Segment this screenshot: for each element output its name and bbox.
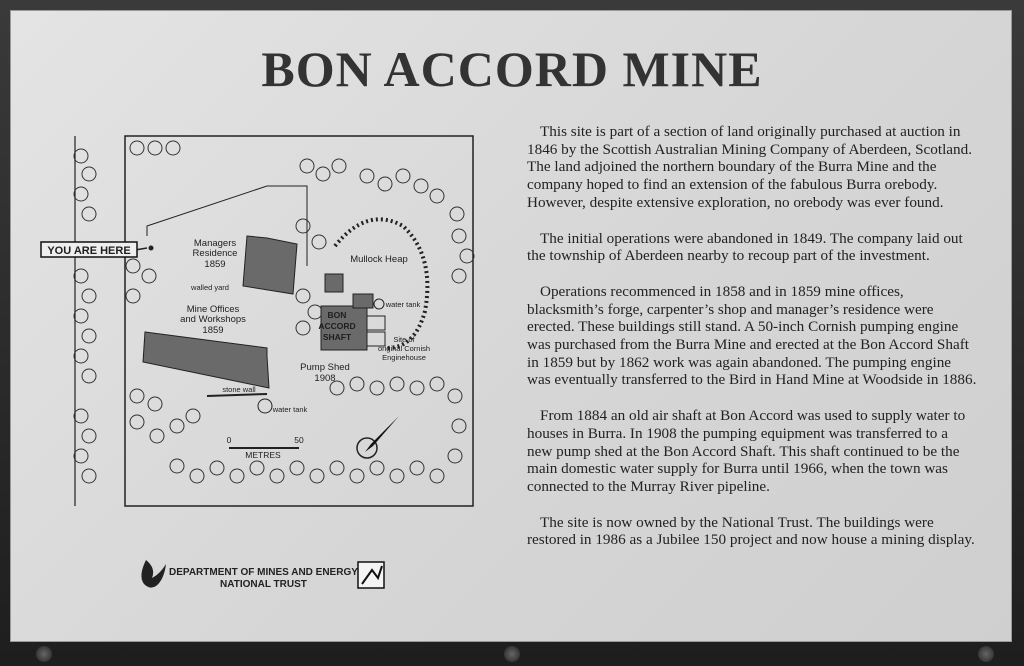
water-tank-label-1: water tank — [385, 300, 421, 309]
shaft-label-3: SHAFT — [322, 332, 352, 342]
mounting-bolt-center — [504, 646, 520, 662]
mounting-bolt-left — [36, 646, 52, 662]
pump-shed-label-1: Pump Shed — [300, 362, 350, 373]
site-map — [47, 126, 487, 526]
mounting-bolt-right — [978, 646, 994, 662]
paragraph-national-trust: The site is now owned by the National Trust. The buildings were restored in 1986 as a Jubilee 150 project and now house a mining display. — [527, 513, 975, 549]
paragraph-abandoned: The initial operations were abandoned in 1849. The company laid out the township of Aberdeen nearby to recoup part of the investment. — [527, 229, 963, 265]
managers-residence-label-1: Managers — [193, 238, 237, 249]
mine-offices-label-3: 1859 — [202, 325, 224, 336]
north-arrow-icon — [357, 416, 399, 458]
tree-clusters — [74, 141, 474, 483]
mine-offices-building — [143, 332, 269, 388]
mines-department-emblem-icon — [141, 560, 166, 588]
paragraph-water-supply: From 1884 an old air shaft at Bon Accord was used to supply water to houses in Burra. In 1908 the pumping equipment was transferred to a new pump shed at the Bon Accord Shaft. This shaft continued to be the main domestic water supply for Burra until 1966, when the town was connected to the Murray River pipeline. — [527, 407, 966, 495]
mine-offices-label-2: and Workshops — [180, 314, 246, 325]
scale-unit-label: METRES — [245, 450, 281, 460]
engine-house-label-1: Site of — [393, 335, 415, 344]
footer-line-2: NATIONAL TRUST — [220, 579, 307, 590]
paragraph-recommenced: Operations recommenced in 1858 and in 1859 mine offices, blacksmith’s forge, carpenter’s shop and manager’s residence were erected. These buildings still stand. A 50-inch Cornish pumping engine was purchased from the Burra Mine and erected at the Bon Accord Shaft in 1859 but by 1862 work was again abandoned. The pumping engine was eventually transferred to the Bird in Hand Mine at Woodside in 1886. — [527, 282, 977, 389]
scale-zero-label: 0 — [226, 435, 232, 445]
information-sign — [10, 10, 1012, 642]
shaft-label-2: ACCORD — [318, 321, 356, 331]
engine-house-label-2: original Cornish — [377, 344, 431, 353]
managers-residence-building — [243, 236, 297, 294]
walled-yard-label: walled yard — [191, 283, 229, 292]
managers-residence-label-2: Residence — [192, 248, 238, 259]
sign-body-text — [527, 123, 977, 567]
paragraph-history: This site is part of a section of land originally purchased at auction in 1846 by the Scottish Australian Mining Company of Aberdeen, Scotland. The land adjoined the northern boundary of the Burra Mine and the company hoped to find an extension of the fabulous Burra orebody. However, despite extensive exploration, no orebody was ever found. — [527, 123, 973, 211]
footer-line-1: DEPARTMENT OF MINES AND ENERGY — [169, 567, 358, 578]
stone-wall-label: stone wall — [222, 385, 256, 394]
water-tank-label-2: water tank — [272, 405, 308, 414]
scale-fifty-label: 50 — [294, 435, 304, 445]
managers-residence-label-3: 1859 — [204, 259, 226, 270]
mullock-heap-label: Mullock Heap — [350, 254, 408, 265]
mine-offices-label-1: Mine Offices — [186, 304, 240, 315]
engine-house-label-3: Enginehouse — [382, 353, 426, 362]
pump-shed-label-2: 1908 — [314, 373, 336, 384]
you-are-here-label: YOU ARE HERE — [47, 245, 131, 257]
shaft-label-1: BON — [327, 310, 347, 320]
footer-text — [169, 567, 358, 591]
sign-title: BON ACCORD MINE — [261, 41, 763, 97]
national-trust-logo-icon — [358, 562, 384, 588]
